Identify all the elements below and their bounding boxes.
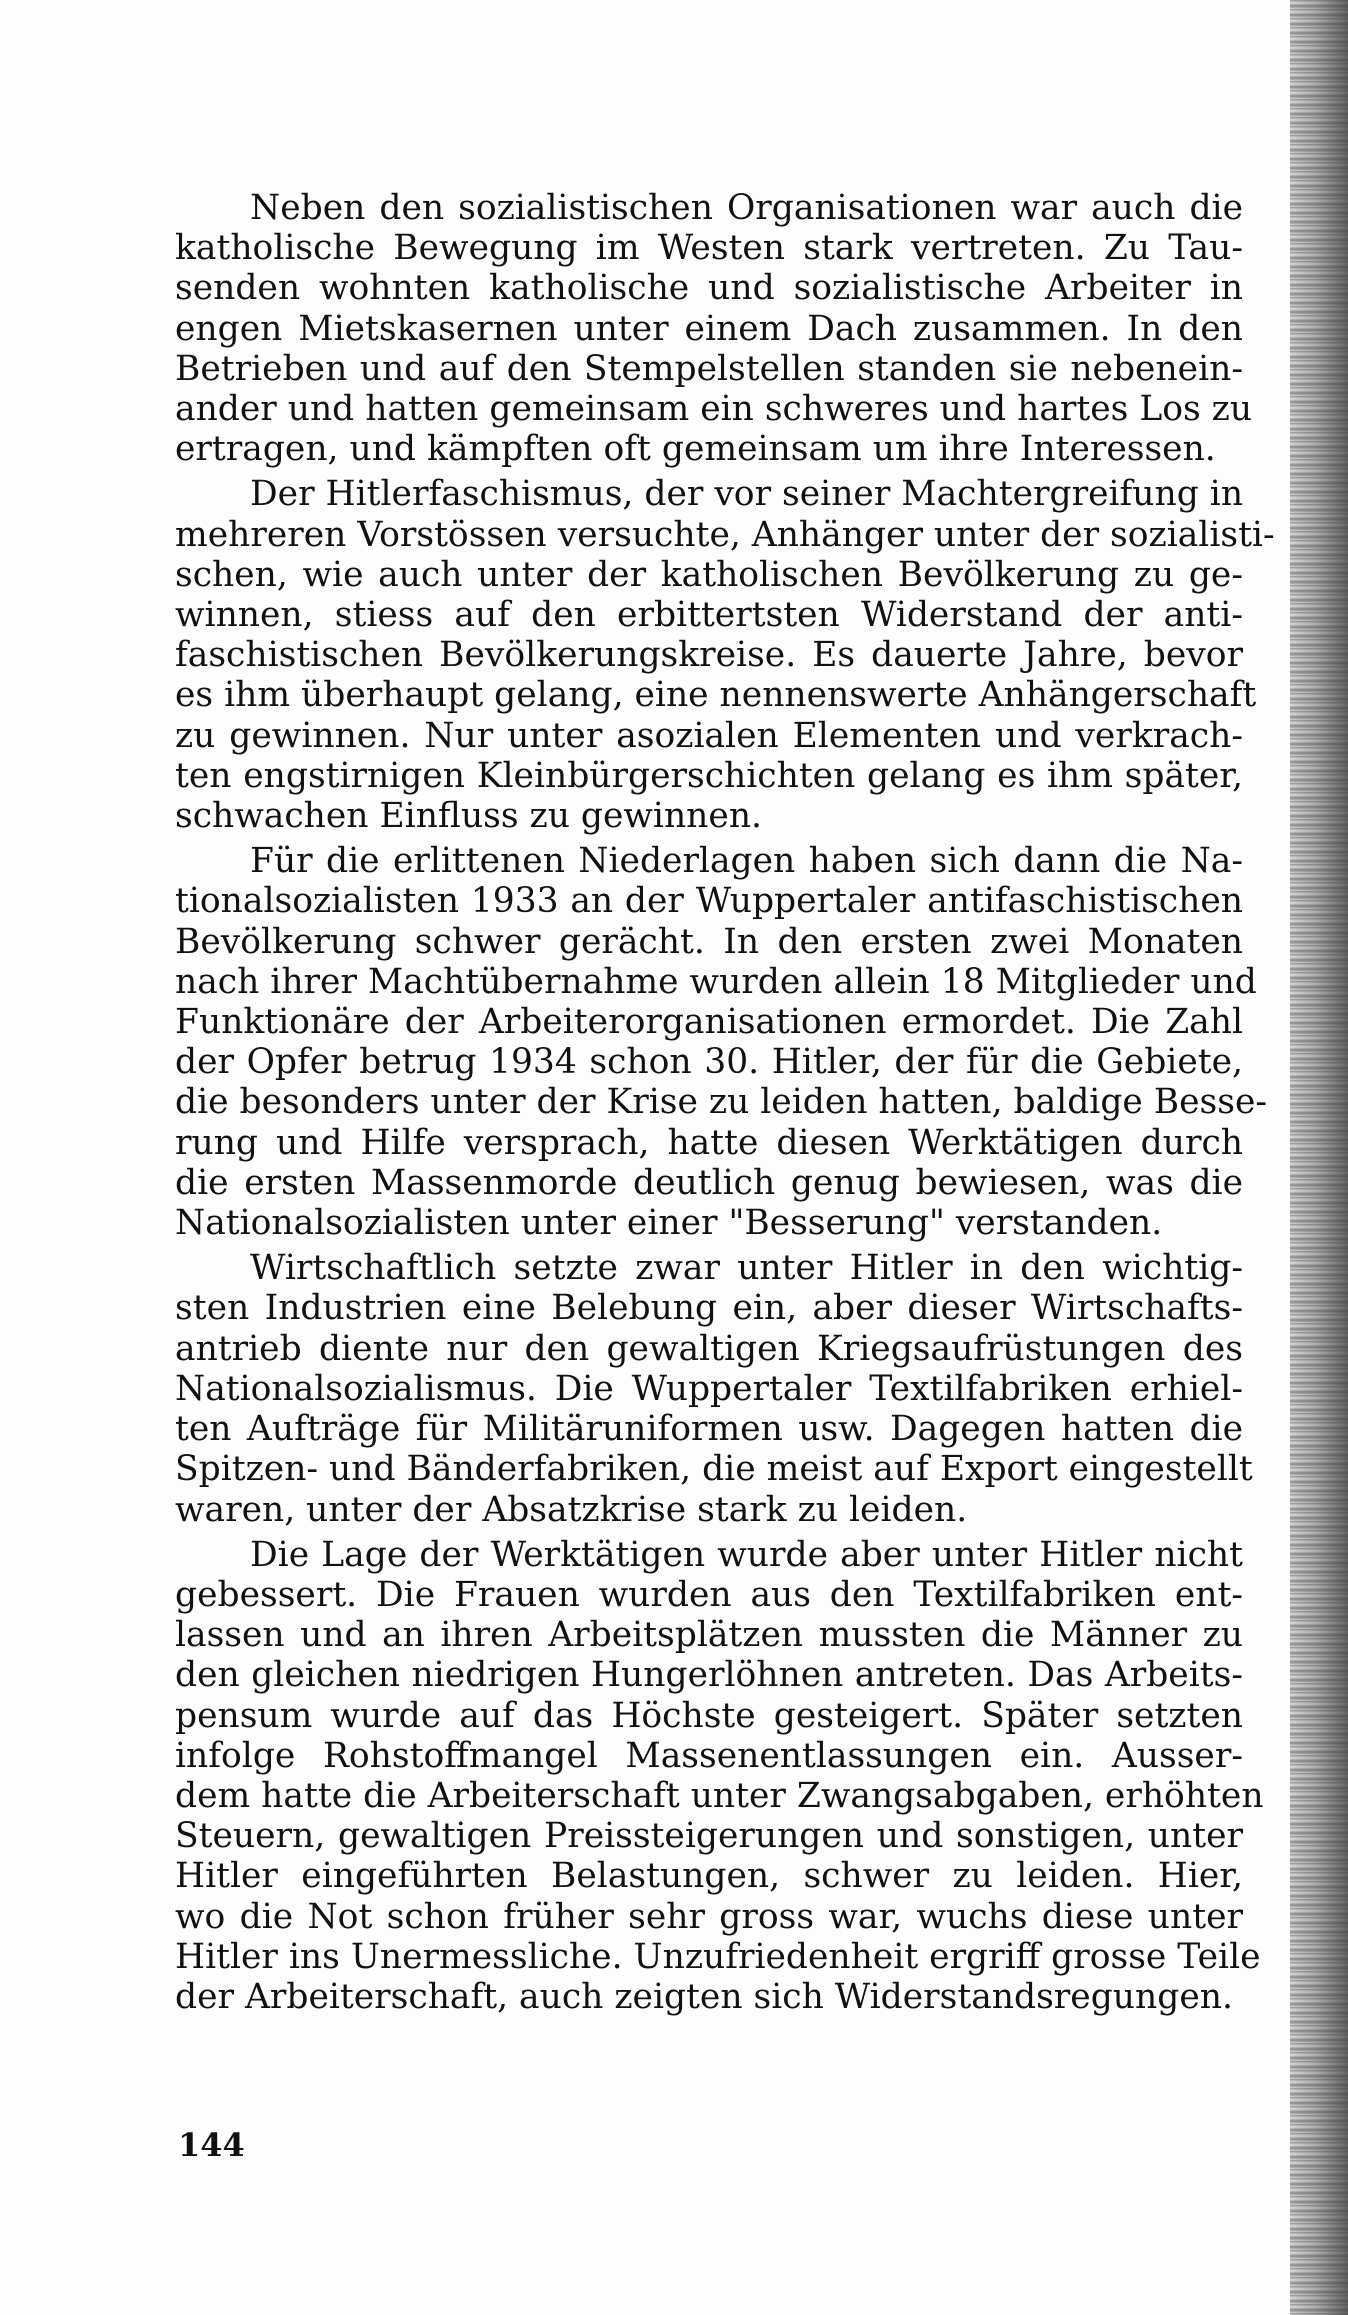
text-line: Bevölkerung schwer gerächt. In den ersten zwei Monaten — [175, 921, 1243, 962]
text-line: Die Lage der Werktätigen wurde aber unter Hitler nicht — [250, 1534, 1243, 1575]
text-line: Der Hitlerfaschismus, der vor seiner Machtergreifung in — [250, 474, 1244, 515]
text-line: Hitler ins Unermessliche. Unzufriedenheit ergriff grosse Teile — [175, 1936, 1261, 1977]
text-line: Für die erlittenen Niederlagen haben sich dann die Na- — [250, 841, 1243, 882]
text-line: antrieb diente nur den gewaltigen Kriegsaufrüstungen des — [175, 1328, 1243, 1369]
body-text — [175, 188, 1275, 2022]
text-line: ten engstirnigen Kleinbürgerschichten gelang es ihm später, — [175, 755, 1243, 796]
text-line: ander und hatten gemeinsam ein schweres und hartes Los zu — [175, 389, 1253, 430]
text-line: infolge Rohstoffmangel Massenentlassungen ein. Ausser- — [175, 1735, 1243, 1776]
text-line: schen, wie auch unter der katholischen Bevölkerung zu ge- — [175, 554, 1243, 595]
text-line: engen Mietskasernen unter einem Dach zusammen. In den — [175, 308, 1243, 349]
text-line: der Arbeiterschaft, auch zeigten sich Widerstandsregungen. — [175, 1976, 1233, 2017]
text-line: waren, unter der Absatzkrise stark zu leiden. — [175, 1489, 968, 1530]
text-line: Nationalsozialisten unter einer "Besserung" verstanden. — [175, 1203, 1163, 1244]
text-line: senden wohnten katholische und sozialistische Arbeiter in — [175, 268, 1243, 309]
text-line: Steuern, gewaltigen Preissteigerungen und sonstigen, unter — [175, 1816, 1243, 1857]
text-line: Funktionäre der Arbeiterorganisationen ermordet. Die Zahl — [175, 1002, 1243, 1043]
text-line: der Opfer betrug 1934 schon 30. Hitler, der für die Gebiete, — [175, 1042, 1243, 1083]
paragraph — [175, 1534, 1264, 2017]
text-line: winnen, stiess auf den erbittertsten Widerstand der anti- — [175, 595, 1243, 636]
text-line: sten Industrien eine Belebung ein, aber dieser Wirtschafts- — [175, 1288, 1243, 1329]
text-line: den gleichen niedrigen Hungerlöhnen antreten. Das Arbeits- — [175, 1655, 1243, 1696]
text-line: faschistischen Bevölkerungskreise. Es dauerte Jahre, bevor — [175, 635, 1243, 676]
text-line: Wirtschaftlich setzte zwar unter Hitler in den wichtig- — [250, 1248, 1243, 1289]
text-line: Spitzen- und Bänderfabriken, die meist auf Export eingestellt — [175, 1449, 1253, 1490]
text-line: mehreren Vorstössen versuchte, Anhänger unter der sozialisti- — [175, 514, 1275, 555]
text-line: dem hatte die Arbeiterschaft unter Zwangsabgaben, erhöhten — [175, 1775, 1264, 1816]
text-line: katholische Bewegung im Westen stark vertreten. Zu Tau- — [175, 228, 1243, 269]
text-line: Betrieben und auf den Stempelstellen standen sie nebenein- — [175, 348, 1243, 389]
page-number: 144 — [178, 2126, 245, 2164]
text-line: wo die Not schon früher sehr gross war, wuchs diese unter — [175, 1896, 1243, 1937]
paragraph — [175, 188, 1253, 470]
text-line: zu gewinnen. Nur unter asozialen Elementen und verkrach- — [175, 715, 1243, 756]
text-line: Neben den sozialistischen Organisationen war auch die — [250, 188, 1243, 228]
text-line: schwachen Einfluss zu gewinnen. — [175, 796, 763, 837]
page-binding-edge — [1290, 0, 1348, 2315]
text-line: Hitler eingeführten Belastungen, schwer zu leiden. Hier, — [175, 1856, 1243, 1897]
text-line: tionalsozialisten 1933 an der Wuppertaler antifaschistischen — [175, 881, 1243, 922]
text-line: gebessert. Die Frauen wurden aus den Textilfabriken ent- — [175, 1574, 1243, 1615]
text-line: lassen und an ihren Arbeitsplätzen mussten die Männer zu — [175, 1615, 1243, 1656]
text-line: Nationalsozialismus. Die Wuppertaler Textilfabriken erhiel- — [175, 1368, 1243, 1409]
paragraph — [175, 1248, 1253, 1530]
text-line: ten Aufträge für Militäruniformen usw. Dagegen hatten die — [175, 1409, 1243, 1450]
text-line: pensum wurde auf das Höchste gesteigert. Später setzten — [175, 1695, 1243, 1736]
text-line: die besonders unter der Krise zu leiden hatten, baldige Besse- — [175, 1082, 1268, 1123]
paragraph — [175, 474, 1275, 837]
text-line: es ihm überhaupt gelang, eine nennenswerte Anhängerschaft — [175, 675, 1257, 716]
text-line: rung und Hilfe versprach, hatte diesen Werktätigen durch — [175, 1122, 1243, 1163]
text-line: nach ihrer Machtübernahme wurden allein 18 Mitglieder und — [175, 961, 1257, 1002]
text-line: ertragen, und kämpften oft gemeinsam um ihre Interessen. — [175, 429, 1216, 470]
paragraph — [175, 841, 1268, 1244]
text-line: die ersten Massenmorde deutlich genug bewiesen, was die — [175, 1162, 1243, 1203]
